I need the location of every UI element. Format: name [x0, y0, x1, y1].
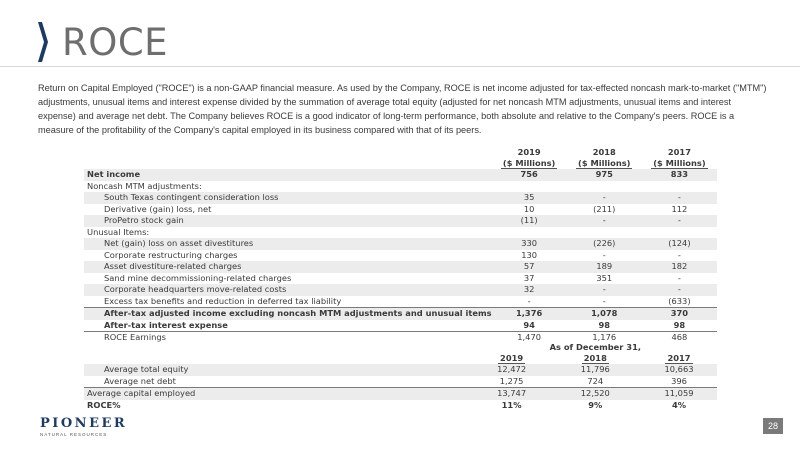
table-row	[84, 284, 717, 296]
row-label: Derivative (gain) loss, net	[104, 203, 212, 214]
row-label: South Texas contingent consideration loss	[84, 192, 492, 204]
cell-2017: 112	[671, 203, 688, 214]
table-row	[84, 308, 717, 320]
cell-2018: 351	[596, 272, 613, 283]
cell-2017: 396	[641, 376, 717, 388]
table-row	[84, 364, 717, 376]
cell-2019: 13,747	[474, 388, 550, 400]
row-label: After-tax adjusted income excluding noncash MTM adjustments and unusual items	[84, 308, 492, 320]
table-row	[84, 238, 717, 250]
row-label: Excess tax benefits and reduction in deferred tax liability	[84, 296, 492, 308]
logo-subtitle: NATURAL RESOURCES	[40, 432, 108, 437]
cell-2019: 1,275	[474, 376, 550, 388]
row-label: Corporate headquarters move-related costs	[84, 284, 492, 296]
cell-2018: 98	[567, 320, 642, 332]
cell-2019: 35	[492, 192, 567, 204]
cell-2019: 37	[523, 272, 535, 283]
cell-2019: 32	[492, 284, 567, 296]
table-header-units	[84, 158, 717, 170]
row-label: Unusual Items:	[87, 226, 150, 237]
col-year-2018: 2018	[592, 147, 616, 157]
cell-2018: 12,520	[550, 388, 641, 400]
page-number: 28	[763, 418, 783, 434]
cell-2018	[567, 181, 642, 193]
cell-2019: -	[492, 296, 567, 308]
cell-2017: (633)	[642, 296, 717, 308]
cell-2018: (211)	[593, 203, 616, 214]
cell-2018: 11,796	[550, 364, 641, 376]
row-label: Average net debt	[84, 376, 474, 388]
header-spacer	[84, 342, 474, 353]
table-row	[84, 320, 717, 332]
row-label: Corporate restructuring charges	[104, 249, 238, 260]
col-year-2018: 2018	[583, 352, 607, 363]
slide-header	[38, 20, 168, 64]
table-row	[84, 400, 717, 412]
cell-2017: (124)	[642, 238, 717, 250]
cell-2019	[492, 181, 567, 193]
roce-earnings-table	[84, 147, 717, 344]
table-caption: As of December 31,	[549, 342, 641, 352]
cell-2018: 724	[550, 376, 641, 388]
row-label: Sand mine decommissioning-related charges	[104, 272, 292, 283]
cell-2018: 975	[567, 169, 642, 181]
cell-2017: 468	[671, 332, 688, 342]
table-row	[84, 215, 717, 227]
cell-2017: 182	[642, 261, 717, 273]
logo-wordmark: PIONEER	[40, 416, 128, 431]
row-label: Net income	[84, 169, 492, 181]
cell-2017: 10,663	[641, 364, 717, 376]
pioneer-logo	[40, 416, 127, 437]
page-title: ROCE	[62, 20, 169, 64]
cell-2019: 10	[523, 203, 535, 214]
cell-2019: 756	[492, 169, 567, 181]
cell-2017: 370	[642, 308, 717, 320]
col-unit-2018: ($ Millions)	[578, 157, 631, 168]
cell-2019: 130	[521, 249, 538, 260]
table-row	[84, 204, 717, 216]
row-label: After-tax interest expense	[84, 320, 492, 332]
cell-2017: -	[642, 215, 717, 227]
cell-2018: (226)	[567, 238, 642, 250]
col-unit-2017: ($ Millions)	[653, 157, 706, 168]
table-header-caption	[84, 342, 717, 353]
cell-2019: (11)	[492, 215, 567, 227]
cell-2017	[642, 181, 717, 193]
table-row	[84, 376, 717, 388]
row-label: ROCE Earnings	[104, 332, 166, 342]
cell-2017: -	[642, 192, 717, 204]
cell-2017: -	[677, 272, 681, 283]
header-spacer	[84, 147, 492, 158]
row-label: ProPetro stock gain	[84, 215, 492, 227]
cell-2018: 1,176	[592, 332, 617, 342]
cell-2019: 1,376	[492, 308, 567, 320]
table-header-years	[84, 147, 717, 158]
intro-paragraph: Return on Capital Employed ("ROCE") is a non-GAAP financial measure. As used by the Company, ROCE is net income adjusted for tax-effected noncash mark-to-market ("MTM") adjustments, unusual items and interest expense divided by the summation of average total equity (adjusted for net noncash MTM adjustments, unusual items and interest expense) and average net debt. The Company believes ROCE is a good indicator of long-term performance, both absolute and relative to the Company's peers. ROCE is a measure of the profitability of the Company's capital employed in its business compared with that of its peers.	[38, 83, 767, 135]
col-year-2019: 2019	[500, 352, 524, 363]
header-spacer	[84, 353, 474, 365]
cell-2018: -	[567, 192, 642, 204]
row-label: Average capital employed	[84, 388, 474, 400]
cell-2019: 94	[492, 320, 567, 332]
table-row	[84, 192, 717, 204]
cell-2018: -	[567, 284, 642, 296]
table-row	[84, 169, 717, 181]
row-label: Asset divestiture-related charges	[84, 261, 492, 273]
row-label: Average total equity	[84, 364, 474, 376]
cell-2019: 11%	[501, 399, 522, 410]
col-year-2017: 2017	[667, 352, 691, 363]
row-label: Noncash MTM adjustments:	[87, 180, 202, 191]
table-row	[84, 181, 717, 193]
cell-2017: -	[677, 249, 681, 260]
capital-employed-table	[84, 342, 717, 411]
chevron-right-icon	[38, 22, 48, 62]
table-row	[84, 227, 717, 239]
cell-2017: 4%	[671, 399, 687, 410]
table-row	[84, 250, 717, 262]
col-unit-2019: ($ Millions)	[502, 157, 556, 168]
cell-2018: -	[567, 296, 642, 308]
cell-2019: 1,470	[517, 332, 542, 342]
table-row	[84, 296, 717, 308]
table-header-years	[84, 353, 717, 365]
cell-2019: 330	[492, 238, 567, 250]
cell-2018: 189	[567, 261, 642, 273]
row-label: ROCE%	[87, 399, 121, 410]
header-divider	[0, 66, 800, 67]
cell-2019: 57	[492, 261, 567, 273]
cell-2017: -	[642, 284, 717, 296]
cell-2017	[642, 227, 717, 239]
cell-2019: 12,472	[474, 364, 550, 376]
col-year-2019: 2019	[517, 147, 541, 157]
cell-2017: 98	[642, 320, 717, 332]
cell-2017: 11,059	[641, 388, 717, 400]
table-row	[84, 273, 717, 285]
header-spacer	[84, 158, 492, 170]
cell-2018: -	[602, 249, 606, 260]
col-year-2017: 2017	[667, 147, 691, 157]
cell-2018: -	[567, 215, 642, 227]
cell-2018: 1,078	[567, 308, 642, 320]
row-label: Net (gain) loss on asset divestitures	[84, 238, 492, 250]
cell-2018	[567, 227, 642, 239]
table-row	[84, 261, 717, 273]
cell-2018: 9%	[588, 399, 603, 410]
cell-2017: 833	[642, 169, 717, 181]
table-row	[84, 388, 717, 400]
cell-2019	[492, 227, 567, 239]
